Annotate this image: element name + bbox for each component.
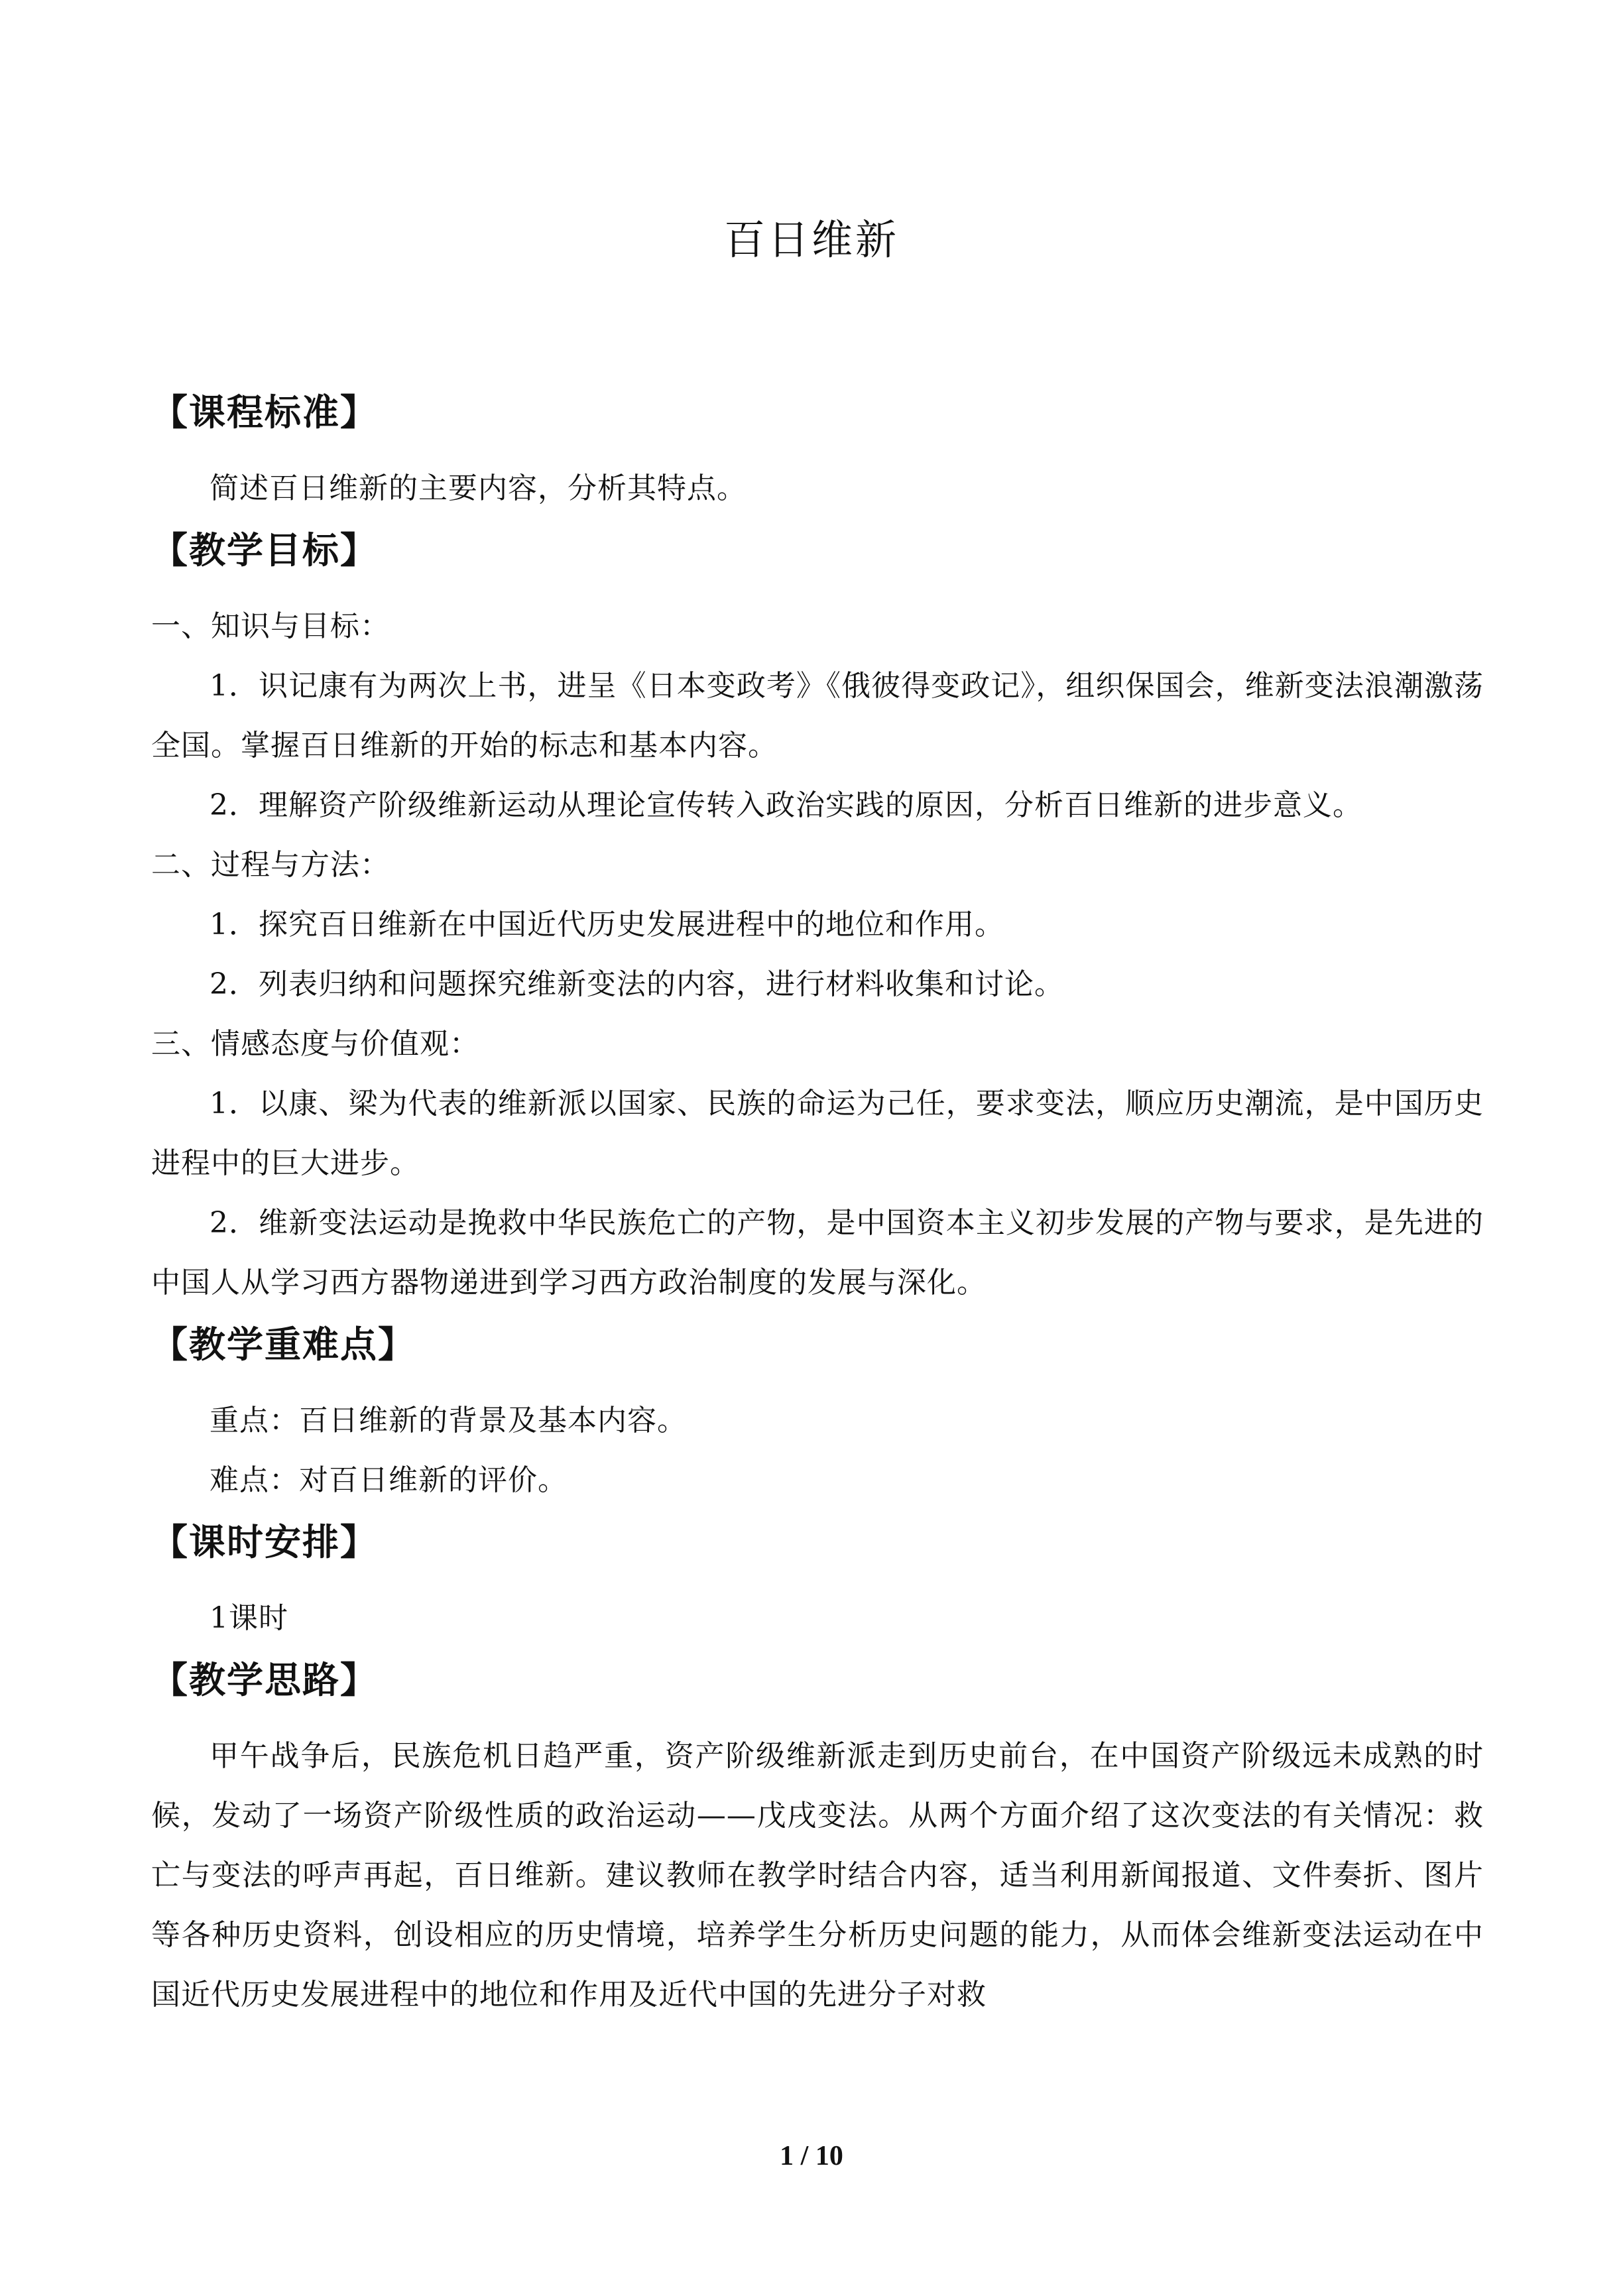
paragraph-schedule: 1课时 <box>210 1601 288 1635</box>
section-heading-approach: 【教学思路】 <box>151 1659 379 1701</box>
section-heading-teaching-goals: 【教学目标】 <box>151 529 379 572</box>
list-item-process-1: 1．探究百日维新在中国近代历史发展进程中的地位和作用。 <box>210 908 1004 941</box>
document-title: 百日维新 <box>723 215 899 264</box>
list-item-values-2: 2．维新变法运动是挽救中华民族危亡的产物，是中国资本主义初步发展的产物与要求，是先进的中国人从学习西方器物递进到学习西方政治制度的发展与深化。 <box>151 1206 1484 1299</box>
paragraph-course-standard: 简述百日维新的主要内容，分析其特点。 <box>210 471 747 505</box>
document-body <box>151 385 1484 2025</box>
subheading-knowledge: 一、知识与目标： <box>151 609 390 643</box>
paragraph-key-point: 重点：百日维新的背景及基本内容。 <box>210 1404 687 1437</box>
list-item-process-2: 2．列表归纳和问题探究维新变法的内容，进行材料收集和讨论。 <box>210 967 1064 1001</box>
section-heading-course-standard: 【课程标准】 <box>151 391 379 434</box>
subheading-values: 三、情感态度与价值观： <box>151 1027 479 1061</box>
list-item-knowledge-1: 1．识记康有为两次上书，进呈《日本变政考》《俄彼得变政记》，组织保国会，维新变法浪潮激荡全国。掌握百日维新的开始的标志和基本内容。 <box>151 669 1484 762</box>
section-heading-schedule: 【课时安排】 <box>151 1521 379 1563</box>
page-number: 1 / 10 <box>780 2141 843 2171</box>
list-item-knowledge-2: 2．理解资产阶级维新运动从理论宣传转入政治实践的原因，分析百日维新的进步意义。 <box>210 788 1362 822</box>
list-item-values-1: 1．以康、梁为代表的维新派以国家、民族的命运为己任，要求变法，顺应历史潮流，是中国历史进程中的巨大进步。 <box>151 1087 1484 1180</box>
subheading-process: 二、过程与方法： <box>151 848 390 882</box>
paragraph-difficult-point: 难点：对百日维新的评价。 <box>210 1463 568 1497</box>
paragraph-approach: 甲午战争后，民族危机日趋严重，资产阶级维新派走到历史前台，在中国资产阶级远未成熟的时候，发动了一场资产阶级性质的政治运动——戊戌变法。从两个方面介绍了这次变法的有关情况：救亡与变法的呼声再起，百日维新。建议教师在教学时结合内容，适当利用新闻报道、文件奏折、图片等各种历史资料，创设相应的历史情境，培养学生分析历史问题的能力，从而体会维新变法运动在中国近代历史发展进程中的地位和作用及近代中国的先进分子对救 <box>151 1739 1484 2012</box>
section-heading-key-points: 【教学重难点】 <box>151 1323 416 1366</box>
